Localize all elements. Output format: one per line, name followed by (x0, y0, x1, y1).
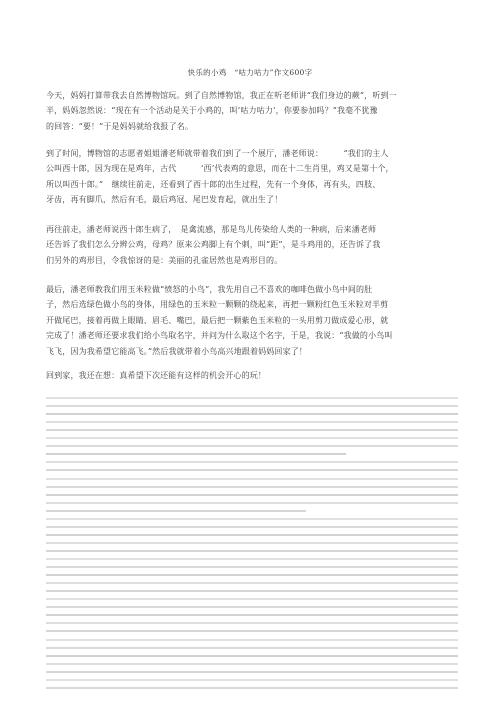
small-print-line (46, 606, 458, 608)
small-print-line (46, 550, 458, 552)
small-print-line (46, 590, 458, 592)
small-print-line (46, 647, 458, 649)
small-print-line (46, 494, 458, 496)
paragraph-line: 开做尾巴，接着再做上眼睛、眉毛、嘴巴，最后把一颗紫色玉米粒的一头用剪刀做成爱心形，就 (46, 315, 389, 325)
small-print-line (46, 510, 306, 512)
paragraph-2 (46, 146, 458, 208)
small-print-line (46, 687, 458, 689)
small-print-line (46, 461, 458, 463)
small-print-line (46, 558, 458, 560)
small-print-line (46, 655, 458, 657)
small-print-line (46, 622, 458, 624)
small-print-line (46, 429, 458, 431)
small-print-line (46, 526, 458, 528)
small-print-line (46, 534, 458, 536)
essay-title: 快乐的小鸡 “咕力咕力”作文600字 (187, 68, 313, 77)
paragraph-line: 今天，妈妈打算带我去自然博物馆玩。到了自然博物馆，我正在听老师讲“我们身边的蕨”，听到一 (46, 91, 397, 100)
paragraph-line: 牙齿，再有脚爪，然后有毛，最后鸡冠、尾巴发育起，就出生了！ (46, 195, 283, 205)
paragraph-line: 到了时间，博物馆的志愿者姐姐潘老师就带着我们到了一个展厅，潘老师说： “我们的主人 (46, 149, 389, 158)
paragraph-line: 回到家，我还在想：真希望下次还能有这样的机会开心的玩！ (46, 371, 267, 380)
small-print-line (46, 486, 458, 488)
small-print-line (46, 679, 458, 681)
paragraph-line: 公叫西十郎，因为现在是鸡年，古代 ‘西’代表鸡的意思，而在十二生肖里，鸡又是第十个， (46, 164, 394, 174)
paragraph-line: 飞飞，因为我希望它能高飞。”然后我就带着小鸟高兴地跟着妈妈回家了！ (46, 346, 308, 356)
paragraph-5 (46, 368, 458, 383)
small-print-line (46, 421, 458, 423)
paragraph-line: 完成了！潘老师还要求我们给小鸟取名字，并问为什么取这个名字，于是，我说：“我做的小鸟叫 (46, 331, 393, 341)
small-print-line (46, 614, 458, 616)
small-print-line (46, 598, 458, 600)
paragraph-line: 们另外的鸡形目，令我惊讶的是：美丽的孔雀居然也是鸡形目的。 (46, 255, 283, 265)
paragraph-3 (46, 222, 458, 268)
small-print-line (46, 542, 458, 544)
paragraph-line: 最后，潘老师教我们用玉米粒做“愤怒的小鸟”，我先用自己不喜欢的咖啡色做小鸟中间的肚 (46, 285, 373, 294)
paragraph-line: 所以叫西十郎。” 继续往前走，还看到了西十郎的出生过程，先有一个身体，再有头，四肢、 (46, 179, 381, 189)
paragraph-line: 还告诉了我们怎么分辨公鸡，母鸡？原来公鸡脚上有个刺，叫“距”，是斗鸡用的，还告诉了我 (46, 240, 381, 250)
small-print-line (46, 518, 458, 520)
small-print-line (46, 413, 458, 415)
small-print-line (46, 445, 458, 447)
small-print-line (46, 671, 458, 673)
small-print-line (46, 437, 458, 439)
small-print-line (46, 469, 458, 471)
paragraph-line: 子，然后选绿色做小鸟的身体，用绿色的玉米粒一颗颗的绕起来，再把一颗粉红色玉米粒对半剪 (46, 300, 389, 310)
small-print-line (46, 405, 458, 407)
small-print-line (46, 502, 458, 504)
small-print-line (46, 478, 458, 480)
paragraph-line: 半，妈妈忽然说：“现在有一个活动是关于小鸡的，叫‘咕力咕力’，你要参加吗？”我毫不犹豫 (46, 106, 378, 116)
small-print-line (46, 574, 458, 576)
small-print-line (46, 566, 458, 568)
small-print-line (46, 582, 458, 584)
paragraph-4 (46, 282, 458, 359)
small-print-line (46, 453, 346, 455)
small-print-line (46, 397, 458, 399)
paragraph-line: 再往前走，潘老师说西十郎生病了， 是禽流感，那是鸟儿传染给人类的一种病，后来潘老师 (46, 225, 377, 234)
paragraph-1 (46, 88, 458, 134)
paragraph-line: 的回答：“要！”于是妈妈就给我报了名。 (46, 121, 194, 131)
small-print-line (46, 663, 458, 665)
small-print-line (46, 639, 458, 641)
small-print-line (46, 630, 458, 632)
